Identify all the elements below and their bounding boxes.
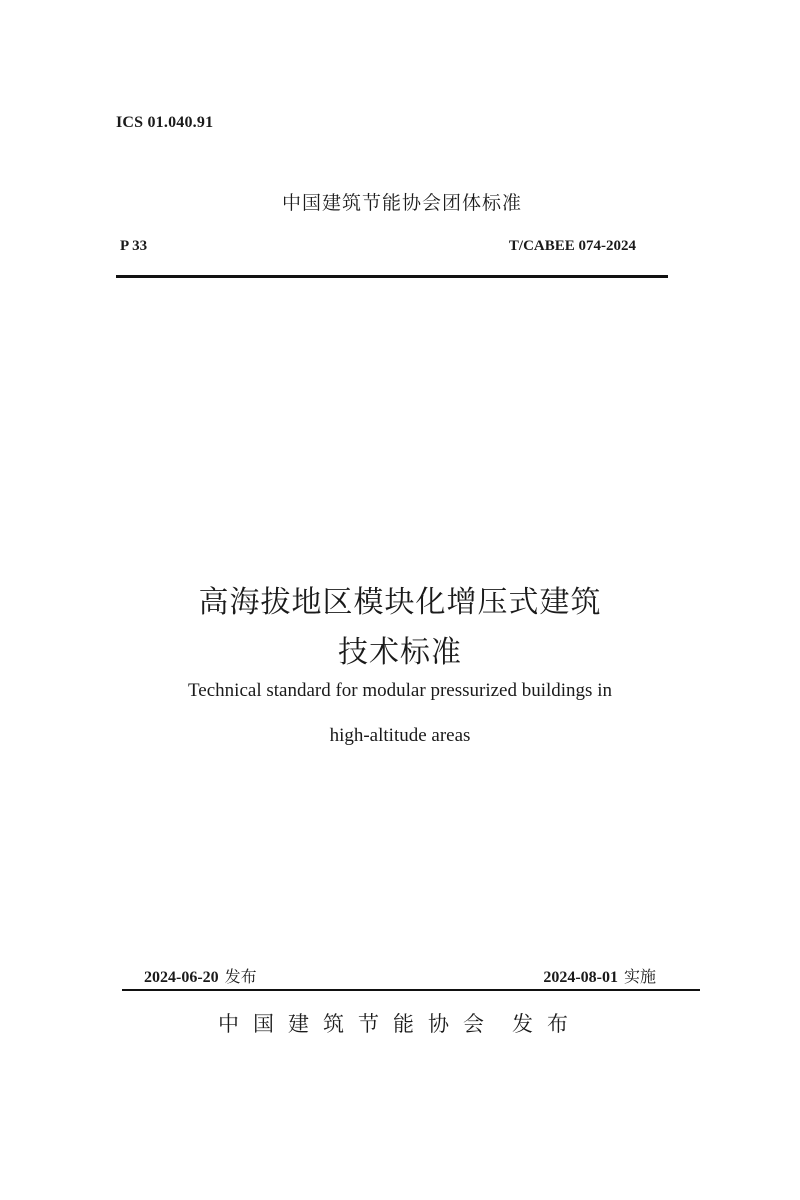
issue-label: 发布 bbox=[224, 967, 257, 986]
publisher-line bbox=[0, 1008, 800, 1038]
ics-code: ICS 01.040.91 bbox=[116, 114, 214, 131]
issue-date-block bbox=[144, 964, 257, 987]
publish-label: 发布 bbox=[512, 1012, 582, 1036]
title-chinese-line-2: 技术标准 bbox=[338, 635, 462, 670]
implementation-label: 实施 bbox=[623, 967, 656, 986]
title-english-line-2: high-altitude areas bbox=[329, 725, 471, 746]
classification-code: P 33 bbox=[120, 238, 148, 254]
implementation-date: 2024-08-01 bbox=[543, 969, 618, 986]
publisher-name: 中国建筑节能协会 bbox=[218, 1012, 498, 1036]
issue-date: 2024-06-20 bbox=[144, 969, 219, 986]
top-divider bbox=[116, 275, 668, 278]
implementation-date-block bbox=[543, 964, 656, 987]
standard-number: T/CABEE 074-2024 bbox=[508, 238, 636, 254]
bottom-divider bbox=[122, 989, 700, 991]
title-english-line-1: Technical standard for modular pressurized buildings in bbox=[188, 680, 612, 701]
org-standard-label: 中国建筑节能协会团体标准 bbox=[281, 192, 522, 214]
title-chinese-line-1: 高海拔地区模块化增压式建筑 bbox=[198, 585, 602, 620]
